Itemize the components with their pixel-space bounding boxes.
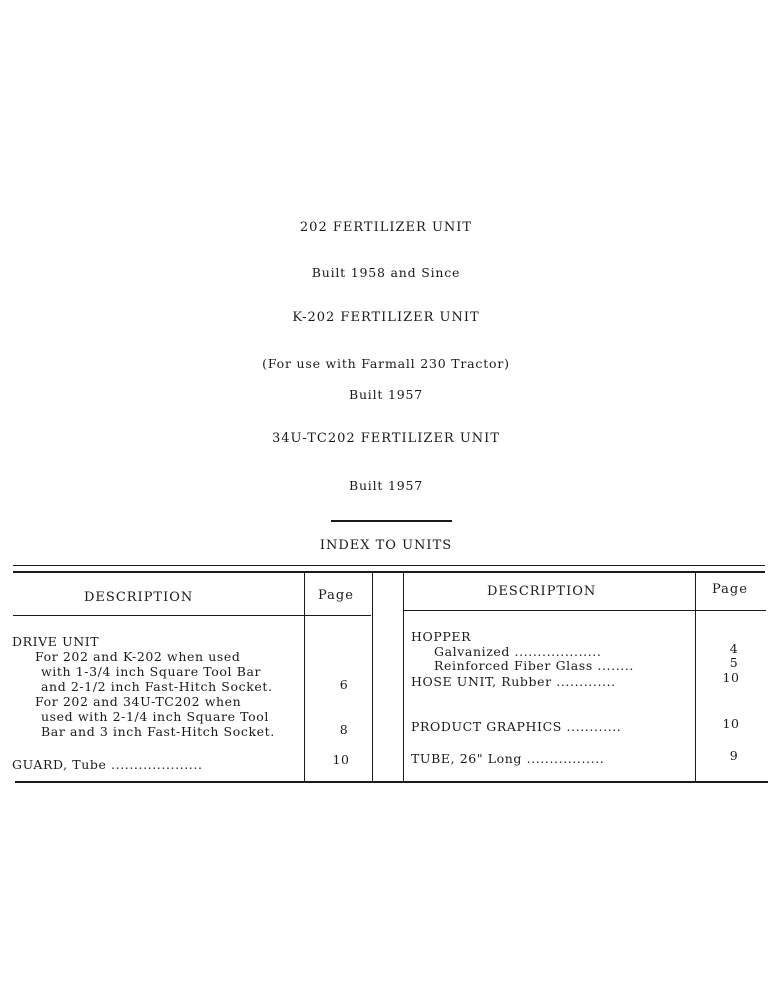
- table-top-rule-double: [13, 571, 765, 573]
- list-item: GUARD, Tube ....................: [12, 757, 203, 772]
- section-divider: [331, 520, 452, 522]
- list-item: and 2-1/2 inch Fast-Hitch Socket.: [41, 679, 273, 694]
- left-page-divider: [304, 573, 305, 781]
- table-bottom-rule: [15, 781, 768, 783]
- left-page-header: Page: [318, 588, 354, 603]
- page-number: 5: [729, 655, 739, 670]
- right-page-divider: [695, 573, 696, 781]
- page-number: 9: [729, 748, 739, 763]
- center-gutter-left: [372, 573, 373, 781]
- unit3-built: Built 1957: [348, 478, 424, 493]
- page-number: 10: [722, 670, 740, 685]
- right-page-header: Page: [712, 582, 748, 597]
- list-item: TUBE, 26" Long .................: [411, 751, 605, 766]
- unit2-built: Built 1957: [348, 387, 424, 402]
- list-item: used with 2-1/4 inch Square Tool: [41, 709, 269, 724]
- right-header-rule: [404, 610, 766, 611]
- list-item: with 1-3/4 inch Square Tool Bar: [41, 664, 262, 679]
- table-top-rule: [13, 565, 765, 566]
- page-number: 10: [332, 752, 350, 767]
- unit1-title: 202 FERTILIZER UNIT: [299, 220, 473, 235]
- index-title: INDEX TO UNITS: [319, 538, 453, 553]
- unit1-built: Built 1958 and Since: [311, 265, 461, 280]
- unit3-title: 34U-TC202 FERTILIZER UNIT: [272, 431, 500, 446]
- page-number: 10: [722, 716, 740, 731]
- page-number: 4: [729, 641, 739, 656]
- center-gutter-right: [403, 573, 404, 781]
- list-item: Galvanized ...................: [434, 644, 602, 659]
- list-item: PRODUCT GRAPHICS ............: [411, 719, 622, 734]
- list-item: For 202 and 34U-TC202 when: [35, 694, 242, 709]
- unit2-note: (For use with Farmall 230 Tractor): [262, 356, 510, 371]
- page-number: 8: [339, 722, 349, 737]
- list-item: DRIVE UNIT: [12, 634, 100, 649]
- right-description-header: DESCRIPTION: [487, 584, 597, 599]
- unit2-title: K-202 FERTILIZER UNIT: [292, 310, 480, 325]
- left-description-header: DESCRIPTION: [84, 590, 194, 605]
- list-item: For 202 and K-202 when used: [35, 649, 241, 664]
- list-item: Reinforced Fiber Glass ........: [434, 658, 635, 673]
- page-number: 6: [339, 677, 349, 692]
- left-header-rule: [13, 615, 371, 616]
- list-item: HOSE UNIT, Rubber .............: [411, 674, 616, 689]
- list-item: Bar and 3 inch Fast-Hitch Socket.: [41, 724, 275, 739]
- list-item: HOPPER: [411, 629, 472, 644]
